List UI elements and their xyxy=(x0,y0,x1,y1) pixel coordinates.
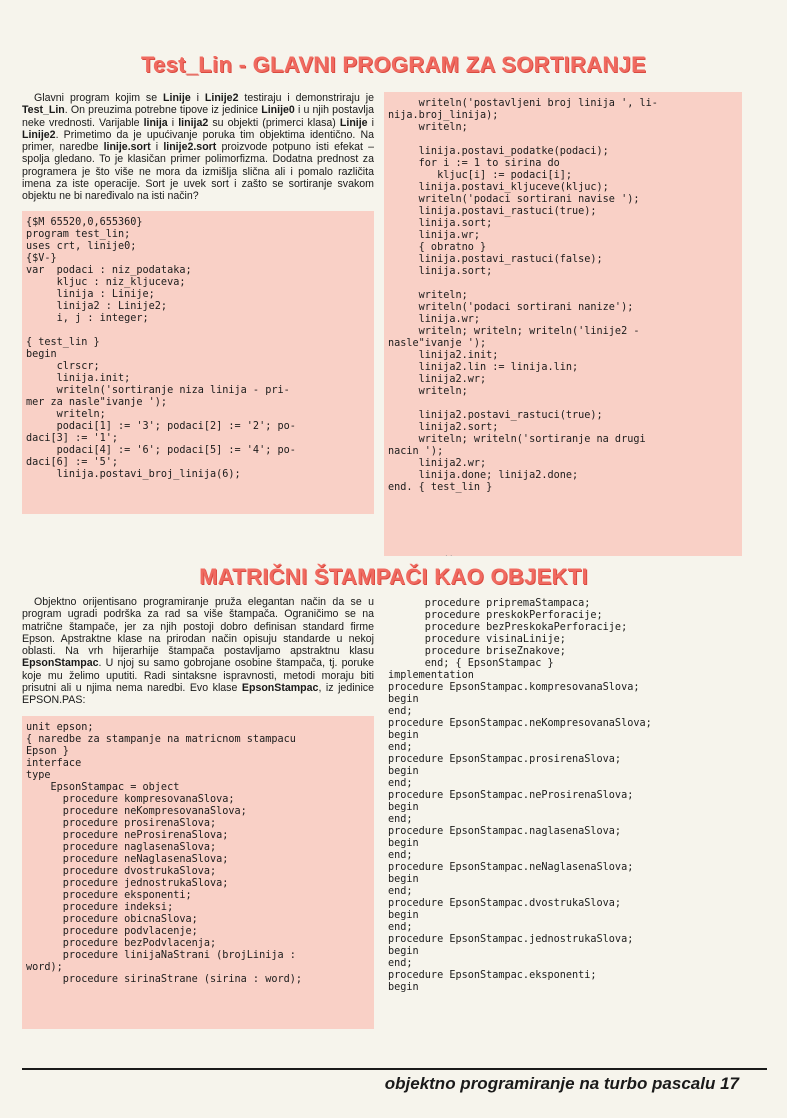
text-run: testiraju i demonstriraju je xyxy=(238,92,374,104)
text-run: . U njoj su samo gobrojane osobine štampača, tj. poruke koje mu želimo uputiti. Radi sintaksne ispravnosti, metodi moraju biti prisutni ali u njima nema naredbi. Evo klase xyxy=(22,657,374,695)
bold-term: linija xyxy=(143,116,168,129)
bold-term: Linije2 xyxy=(204,92,239,104)
bold-term: Linije xyxy=(163,92,191,104)
section2-paragraph xyxy=(22,596,374,707)
bold-term: linija2 xyxy=(178,116,209,129)
text-run: , iz jedinice EPSON.PAS: xyxy=(22,682,374,707)
section2-right-column xyxy=(384,598,742,994)
bold-term: linije.sort xyxy=(103,141,151,154)
section1-right-column xyxy=(384,92,742,556)
section1-left-column xyxy=(22,92,374,514)
code-block-epson-implementation: procedure pripremaStampaca; procedure preskokPerforacije; procedure bezPreskokaPerforacije; procedure visinaLinije; procedure briseZnakove; end; { EpsonStampac } implementation procedure EpsonStampac.kompresovanaSlova; begin end; procedure EpsonStampac.neKompresovanaSlova; begin end; procedure EpsonStampac.prosirenaSlova; begin end; procedure EpsonStampac.neProsirenaSlova; begin end; procedure EpsonStampac.naglasenaSlova; begin end; procedure EpsonStampac.neNaglasenaSlova; begin end; procedure EpsonStampac.dvostrukaSlova; begin end; procedure EpsonStampac.jednostrukaSlova; begin end; procedure EpsonStampac.eksponenti; begin xyxy=(388,598,652,993)
text-run: . Primetimo da je upućivanje poruka tim objektima identično. Na primer, naredbe xyxy=(22,128,374,154)
separator-dots: · · xyxy=(445,551,453,560)
text-run: Objektno orijentisano programiranje pruža elegantan način da se u program ugradi podrška za rad sa više štampača. Ograničimo se na matrične štampače, jer za njih postoji dobro definisan standard firme Epson. Apstraktne klase na prirodan način opisuju standarde u nekoj oblasti. Na vrh hijerarhije štampača postavljamo apstraktnu klasu xyxy=(22,596,374,658)
text-run: . On preuzima potrebne tipove iz jedinice xyxy=(64,104,262,117)
bold-term: Linije0 xyxy=(261,104,295,117)
bold-term: EpsonStampac xyxy=(241,682,319,695)
bold-term: linije2.sort xyxy=(163,141,217,154)
code-block-epson-interface: unit epson; { naredbe za stampanje na matricnom stampacu Epson } interface type EpsonStampac = object procedure kompresovanaSlova; procedure neKompresovanaSlova; procedure prosirenaSlova; procedure neProsirenaSlova; procedure naglasenaSlova; procedure neNaglasenaSlova; procedure dvostrukaSlova; procedure jednostrukaSlova; procedure eksponenti; procedure indeksi; procedure obicnaSlova; procedure podvlacenje; procedure bezPodvlacenja; procedure linijaNaStrani (brojLinija : word); procedure sirinaStrane (sirina : word); xyxy=(22,716,374,1029)
text-run: i xyxy=(150,141,164,154)
section-title-matricni-stampaci: MATRIČNI ŠTAMPAČI KAO OBJEKTI xyxy=(199,564,588,589)
bold-term: Test_Lin xyxy=(22,104,65,117)
text-run: proizvode potpuno isti efekat – spolja gledano. To je klasičan primer polimorfizma. Dodatna prednost za programera je što više ne mora da izmišlja slična ali i pomalo različita imena za iste operacije. Sort je uvek sort i zašto se sortiranje svakom objektu ne bi naređivalo na isti način? xyxy=(22,141,374,203)
section2-left-column xyxy=(22,596,374,1029)
text-run: Glavni program kojim se xyxy=(34,92,164,104)
bold-term: Linije xyxy=(339,116,368,129)
text-run: i xyxy=(367,116,375,129)
section1-paragraph xyxy=(22,92,374,203)
code-block-test-lin-part2: writeln('postavljeni broj linija ', li- nija.broj_linija); writeln; linija.postavi_podatke(podaci); for i := 1 to sirina do kljuc[i] := podaci[i]; linija.postavi_kljuceve(kljuc); writeln('podaci sortirani navise '); linija.postavi_rastuci(true); linija.sort; linija.wr; { obratno } linija.postavi_rastuci(false); linija.sort; writeln; writeln('podaci sortirani nanize'); linija.wr; writeln; writeln; writeln('linije2 - nasle"ivanje '); linija2.init; linija2.lin := linija.lin; linija2.wr; writeln; linija2.postavi_rastuci(true); linija2.sort; writeln; writeln('sortiranje na drugi nacin '); linija2.wr; linija.done; linija2.done; end. { test_lin } xyxy=(384,92,742,556)
text-run: i xyxy=(167,116,179,129)
page-footer: objektno programiranje na turbo pascalu 17 xyxy=(384,1074,739,1093)
text-run: i u njih postavlja neke vrednosti. Varijable xyxy=(22,104,374,129)
footer-rule xyxy=(22,1068,767,1070)
bold-term: EpsonStampac xyxy=(22,657,99,670)
text-run: i xyxy=(190,92,205,104)
code-block-test-lin-part1: {$M 65520,0,655360} program test_lin; uses crt, linije0; {$V-} var podaci : niz_podataka; kljuc : niz_kljuceva; linija : Linije; linija2 : Linije2; i, j : integer; { test_lin } begin clrscr; linija.init; writeln('sortiranje niza linija - pri- mer za nasle"ivanje '); writeln; podaci[1] := '3'; podaci[2] := '2'; po- daci[3] := '1'; podaci[4] := '6'; podaci[5] := '4'; po- daci[6] := '5'; linija.postavi_broj_linija(6); xyxy=(22,211,374,514)
section-title-test-lin: Test_Lin - GLAVNI PROGRAM ZA SORTIRANJE xyxy=(140,52,647,77)
bold-term: Linije2 xyxy=(22,128,56,141)
text-run: su objekti (primerci klasa) xyxy=(208,116,340,129)
